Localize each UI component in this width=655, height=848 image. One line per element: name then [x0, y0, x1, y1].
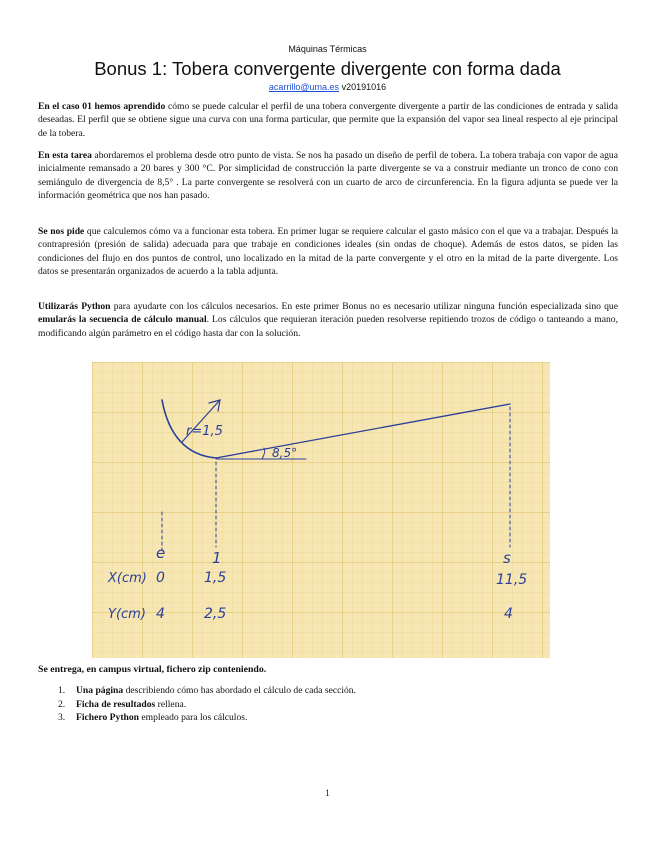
- list-item: [58, 698, 356, 712]
- list-item: [58, 684, 356, 698]
- x-row-label: X(cm): [108, 571, 147, 586]
- radius-label: r=1,5: [186, 424, 223, 439]
- paragraph-case-01: [38, 100, 618, 140]
- course-name: Máquinas Térmicas: [288, 44, 367, 54]
- x-value-outlet: 11,5: [496, 572, 528, 588]
- list-item-number: 3.: [58, 712, 66, 723]
- r-value-throat: 2,5: [204, 606, 227, 622]
- paragraph-lead: Utilizarás Python: [38, 301, 111, 312]
- list-item-text: empleado para los cálculos.: [138, 712, 248, 723]
- paragraph-emphasis: emularás la secuencia de cálculo manual: [38, 314, 207, 326]
- paragraph-python: [38, 300, 618, 340]
- x-value-throat: 1,5: [204, 570, 227, 586]
- author-email-link[interactable]: acarrillo@uma.es: [268, 82, 340, 92]
- station-label-outlet: s: [503, 549, 511, 567]
- r-value-outlet: 4: [504, 606, 513, 622]
- version-label: v20191016: [339, 82, 387, 92]
- list-item-number: 1.: [58, 685, 66, 696]
- paragraph-text: cómo se puede calcular el perfil de una tobera convergente divergente a partir de las condiciones de entrada y salida deseadas. El perfil que se obtiene sigue una curva con una forma particular, que permite que la expansión del vapor sea lineal respecto al eje principal de la tobera.: [38, 101, 618, 139]
- station-label-inlet: e: [156, 544, 166, 562]
- page-title: Bonus 1: Tobera convergente divergente con forma dada: [94, 58, 561, 79]
- paragraph-request: [38, 225, 618, 278]
- paragraph-text: que calculemos cómo va a funcionar esta tobera. En primer lugar se requiere calcular el gasto másico con el que va a trabajar. Después la contrapresión (presión de salida) adecuada para que trabaje en condiciones ideales (sin ondas de choque). Además de estos datos, se piden las condiciones del flujo en dos puntos de control, uno localizado en la mitad de la parte convergente y el otro en la mitad de la parte divergente. Los datos se presentarán organizados de acuerdo a la tabla adjunta.: [38, 226, 618, 277]
- paragraph-lead: En esta tarea: [38, 150, 92, 161]
- x-value-inlet: 0: [156, 570, 165, 586]
- paragraph-lead: En el caso 01 hemos aprendido: [38, 101, 166, 112]
- list-item: [58, 711, 356, 725]
- paragraph-task: [38, 149, 618, 202]
- list-item-bold: Una página: [76, 685, 124, 696]
- r-value-inlet: 4: [156, 606, 165, 622]
- angle-label: 8,5°: [272, 446, 298, 460]
- list-item-text: describiendo cómo has abordado el cálculo de cada sección.: [123, 685, 357, 696]
- submission-list: [58, 684, 356, 725]
- page-number: 1: [325, 788, 330, 798]
- station-label-throat: 1: [212, 549, 222, 567]
- list-item-bold: Fichero Python: [76, 712, 139, 723]
- r-row-label: Y(cm): [108, 607, 146, 622]
- nozzle-sketch-figure: [92, 362, 550, 658]
- paragraph-text: para ayudarte con los cálculos necesarios. En este primer Bonus no es necesario utilizar ninguna función especializada sino que: [110, 301, 618, 312]
- author-line: [0, 82, 655, 92]
- paragraph-text: . Los cálculos que requieran iteración pueden resolverse repitiendo trozos de código o tanteando a mano, modificando algún parámetro en el código hasta dar con la solución.: [38, 314, 619, 339]
- list-item-bold: Ficha de resultados: [76, 698, 156, 710]
- submission-heading: Se entrega, en campus virtual, fichero zip conteniendo.: [38, 664, 267, 675]
- list-item-number: 2.: [58, 698, 66, 710]
- list-item-text: rellena.: [155, 698, 187, 710]
- paragraph-text: abordaremos el problema desde otro punto de vista. Se nos ha pasado un diseño de perfil de tobera. La tobera trabaja con vapor de agua inicialmente remansado a 20 bares y 300 °C. Por simplicidad de construcción la parte divergente se va a construir mediante un tronco de cono con semiángulo de divergencia de 8,5° . La parte convergente se resolverá con un cuarto de arco de circunferencia. En la figura adjunta se puede ver la información geométrica que nos han pasado.: [38, 150, 618, 201]
- paragraph-lead: Se nos pide: [38, 226, 85, 237]
